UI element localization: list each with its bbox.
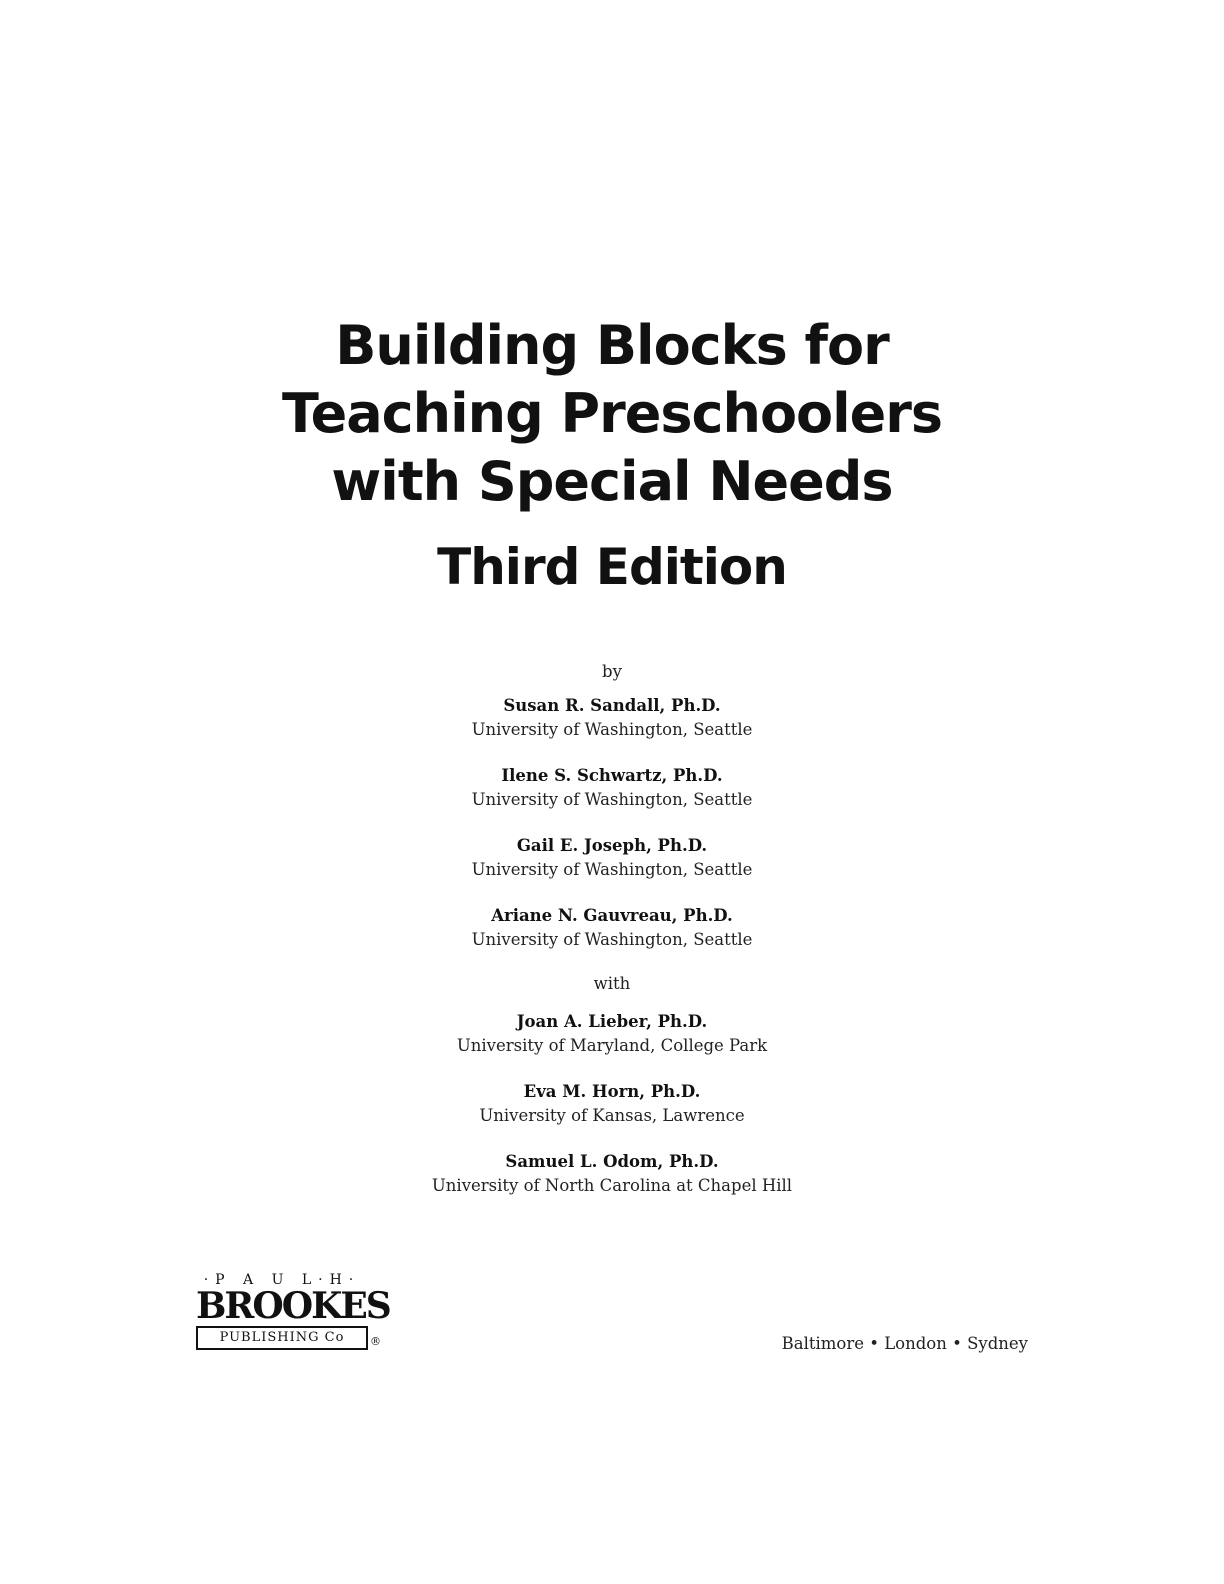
contributor-affiliation: University of Kansas, Lawrence [479,1106,745,1125]
publisher-cities: Baltimore • London • Sydney [781,1334,1028,1353]
contributor-affiliation: University of Maryland, College Park [456,1036,768,1055]
contributor-name: Joan A. Lieber, Ph.D. [516,1012,708,1031]
author-name: Ariane N. Gauvreau, Ph.D. [491,906,733,925]
author-entry [0,764,1224,812]
book-title-line-2: Teaching Preschoolers [281,382,943,445]
author-affiliation: University of Washington, Seattle [471,720,753,739]
logo-wordmark: BROOKES [196,1285,390,1327]
contributor-name: Samuel L. Odom, Ph.D. [505,1152,719,1171]
logo-top-text: ·P A U L·H· [203,1272,361,1288]
publisher-logo [196,1272,390,1352]
author-entry [0,694,1224,742]
book-title-line-1: Building Blocks for [335,314,889,377]
author-credits [0,660,1224,1220]
contributor-entry [0,1010,1224,1058]
author-entry [0,834,1224,882]
book-title-block [0,312,1224,598]
by-label: by [602,662,622,681]
author-name: Ilene S. Schwartz, Ph.D. [501,766,723,785]
contributor-affiliation: University of North Carolina at Chapel Hill [431,1176,793,1195]
contributor-name: Eva M. Horn, Ph.D. [523,1082,701,1101]
edition-label: Third Edition [437,538,787,596]
contributor-entry [0,1150,1224,1198]
author-affiliation: University of Washington, Seattle [471,860,753,879]
author-name: Susan R. Sandall, Ph.D. [503,696,721,715]
author-affiliation: University of Washington, Seattle [471,930,753,949]
with-label: with [593,974,631,993]
author-name: Gail E. Joseph, Ph.D. [516,836,708,855]
author-entry [0,904,1224,952]
book-title-line-3: with Special Needs [331,450,893,513]
author-affiliation: University of Washington, Seattle [471,790,753,809]
contributor-entry [0,1080,1224,1128]
logo-boxed-text: PUBLISHING Co [196,1326,368,1350]
registered-mark: ® [370,1335,381,1348]
